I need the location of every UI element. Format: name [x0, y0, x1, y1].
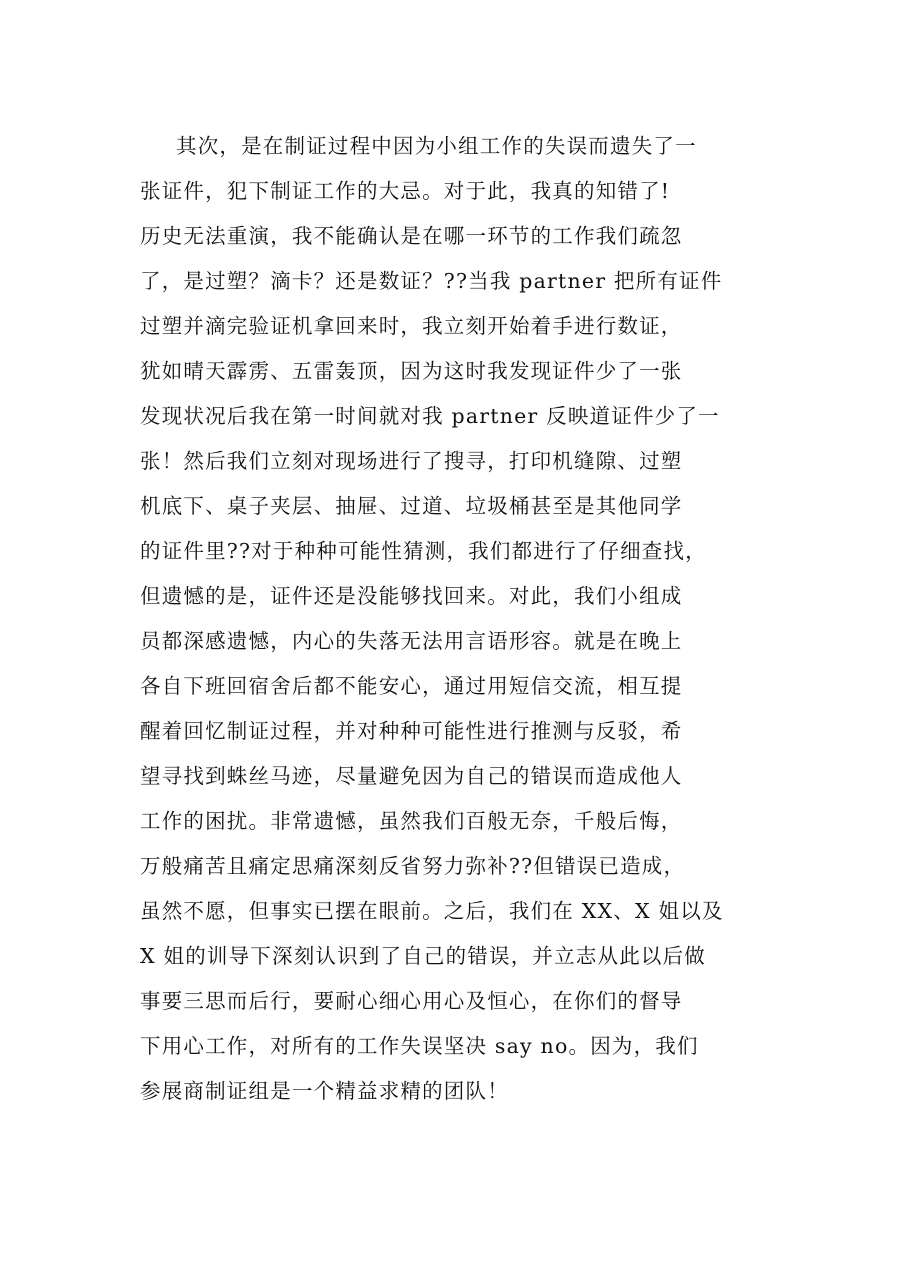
text-line: 但遗憾的是，证件还是没能够找回来。对此，我们小组成 — [140, 584, 683, 608]
text-line: 张证件，犯下制证工作的大忌。对于此，我真的知错了! — [140, 179, 671, 203]
text-line: 虽然不愿，但事实已摆在眼前。之后，我们在 XX、X 姐以及 — [140, 899, 724, 923]
text-line: 了，是过塑？滴卡？还是数证？??当我 partner 把所有证件 — [140, 269, 723, 293]
text-line: 张！然后我们立刻对现场进行了搜寻，打印机缝隙、过塑 — [140, 449, 683, 473]
text-line: 的证件里??对于种种可能性猜测，我们都进行了仔细查找， — [140, 539, 707, 563]
text-line: 醒着回忆制证过程，并对种种可能性进行推测与反驳，希 — [140, 719, 683, 743]
text-line: 其次，是在制证过程中因为小组工作的失误而遗失了一 — [176, 134, 697, 158]
text-line: 员都深感遗憾，内心的失落无法用言语形容。就是在晚上 — [140, 629, 683, 653]
text-line: 下用心工作，对所有的工作失误坚决 say no。因为，我们 — [140, 1034, 699, 1058]
text-line: 工作的困扰。非常遗憾，虽然我们百般无奈，千般后悔， — [140, 809, 683, 833]
text-line: 事要三思而后行，要耐心细心用心及恒心，在你们的督导 — [140, 989, 683, 1013]
text-line: 过塑并滴完验证机拿回来时，我立刻开始着手进行数证， — [140, 314, 683, 338]
text-line: 各自下班回宿舍后都不能安心，通过用短信交流，相互提 — [140, 674, 683, 698]
text-line: 发现状况后我在第一时间就对我 partner 反映道证件少了一 — [140, 404, 720, 428]
text-line: 机底下、桌子夹层、抽屉、过道、垃圾桶甚至是其他同学 — [140, 494, 683, 518]
body-paragraph — [140, 124, 800, 1114]
text-line: 参展商制证组是一个精益求精的团队！ — [140, 1079, 509, 1103]
text-line: 万般痛苦且痛定思痛深刻反省努力弥补??但错误已造成， — [140, 854, 686, 878]
text-line: 历史无法重演，我不能确认是在哪一环节的工作我们疏忽 — [140, 224, 683, 248]
text-line: 望寻找到蛛丝马迹，尽量避免因为自己的错误而造成他人 — [140, 764, 683, 788]
text-line: 犹如晴天霹雳、五雷轰顶，因为这时我发现证件少了一张 — [140, 359, 683, 383]
text-line: X 姐的训导下深刻认识到了自己的错误，并立志从此以后做 — [140, 944, 707, 968]
